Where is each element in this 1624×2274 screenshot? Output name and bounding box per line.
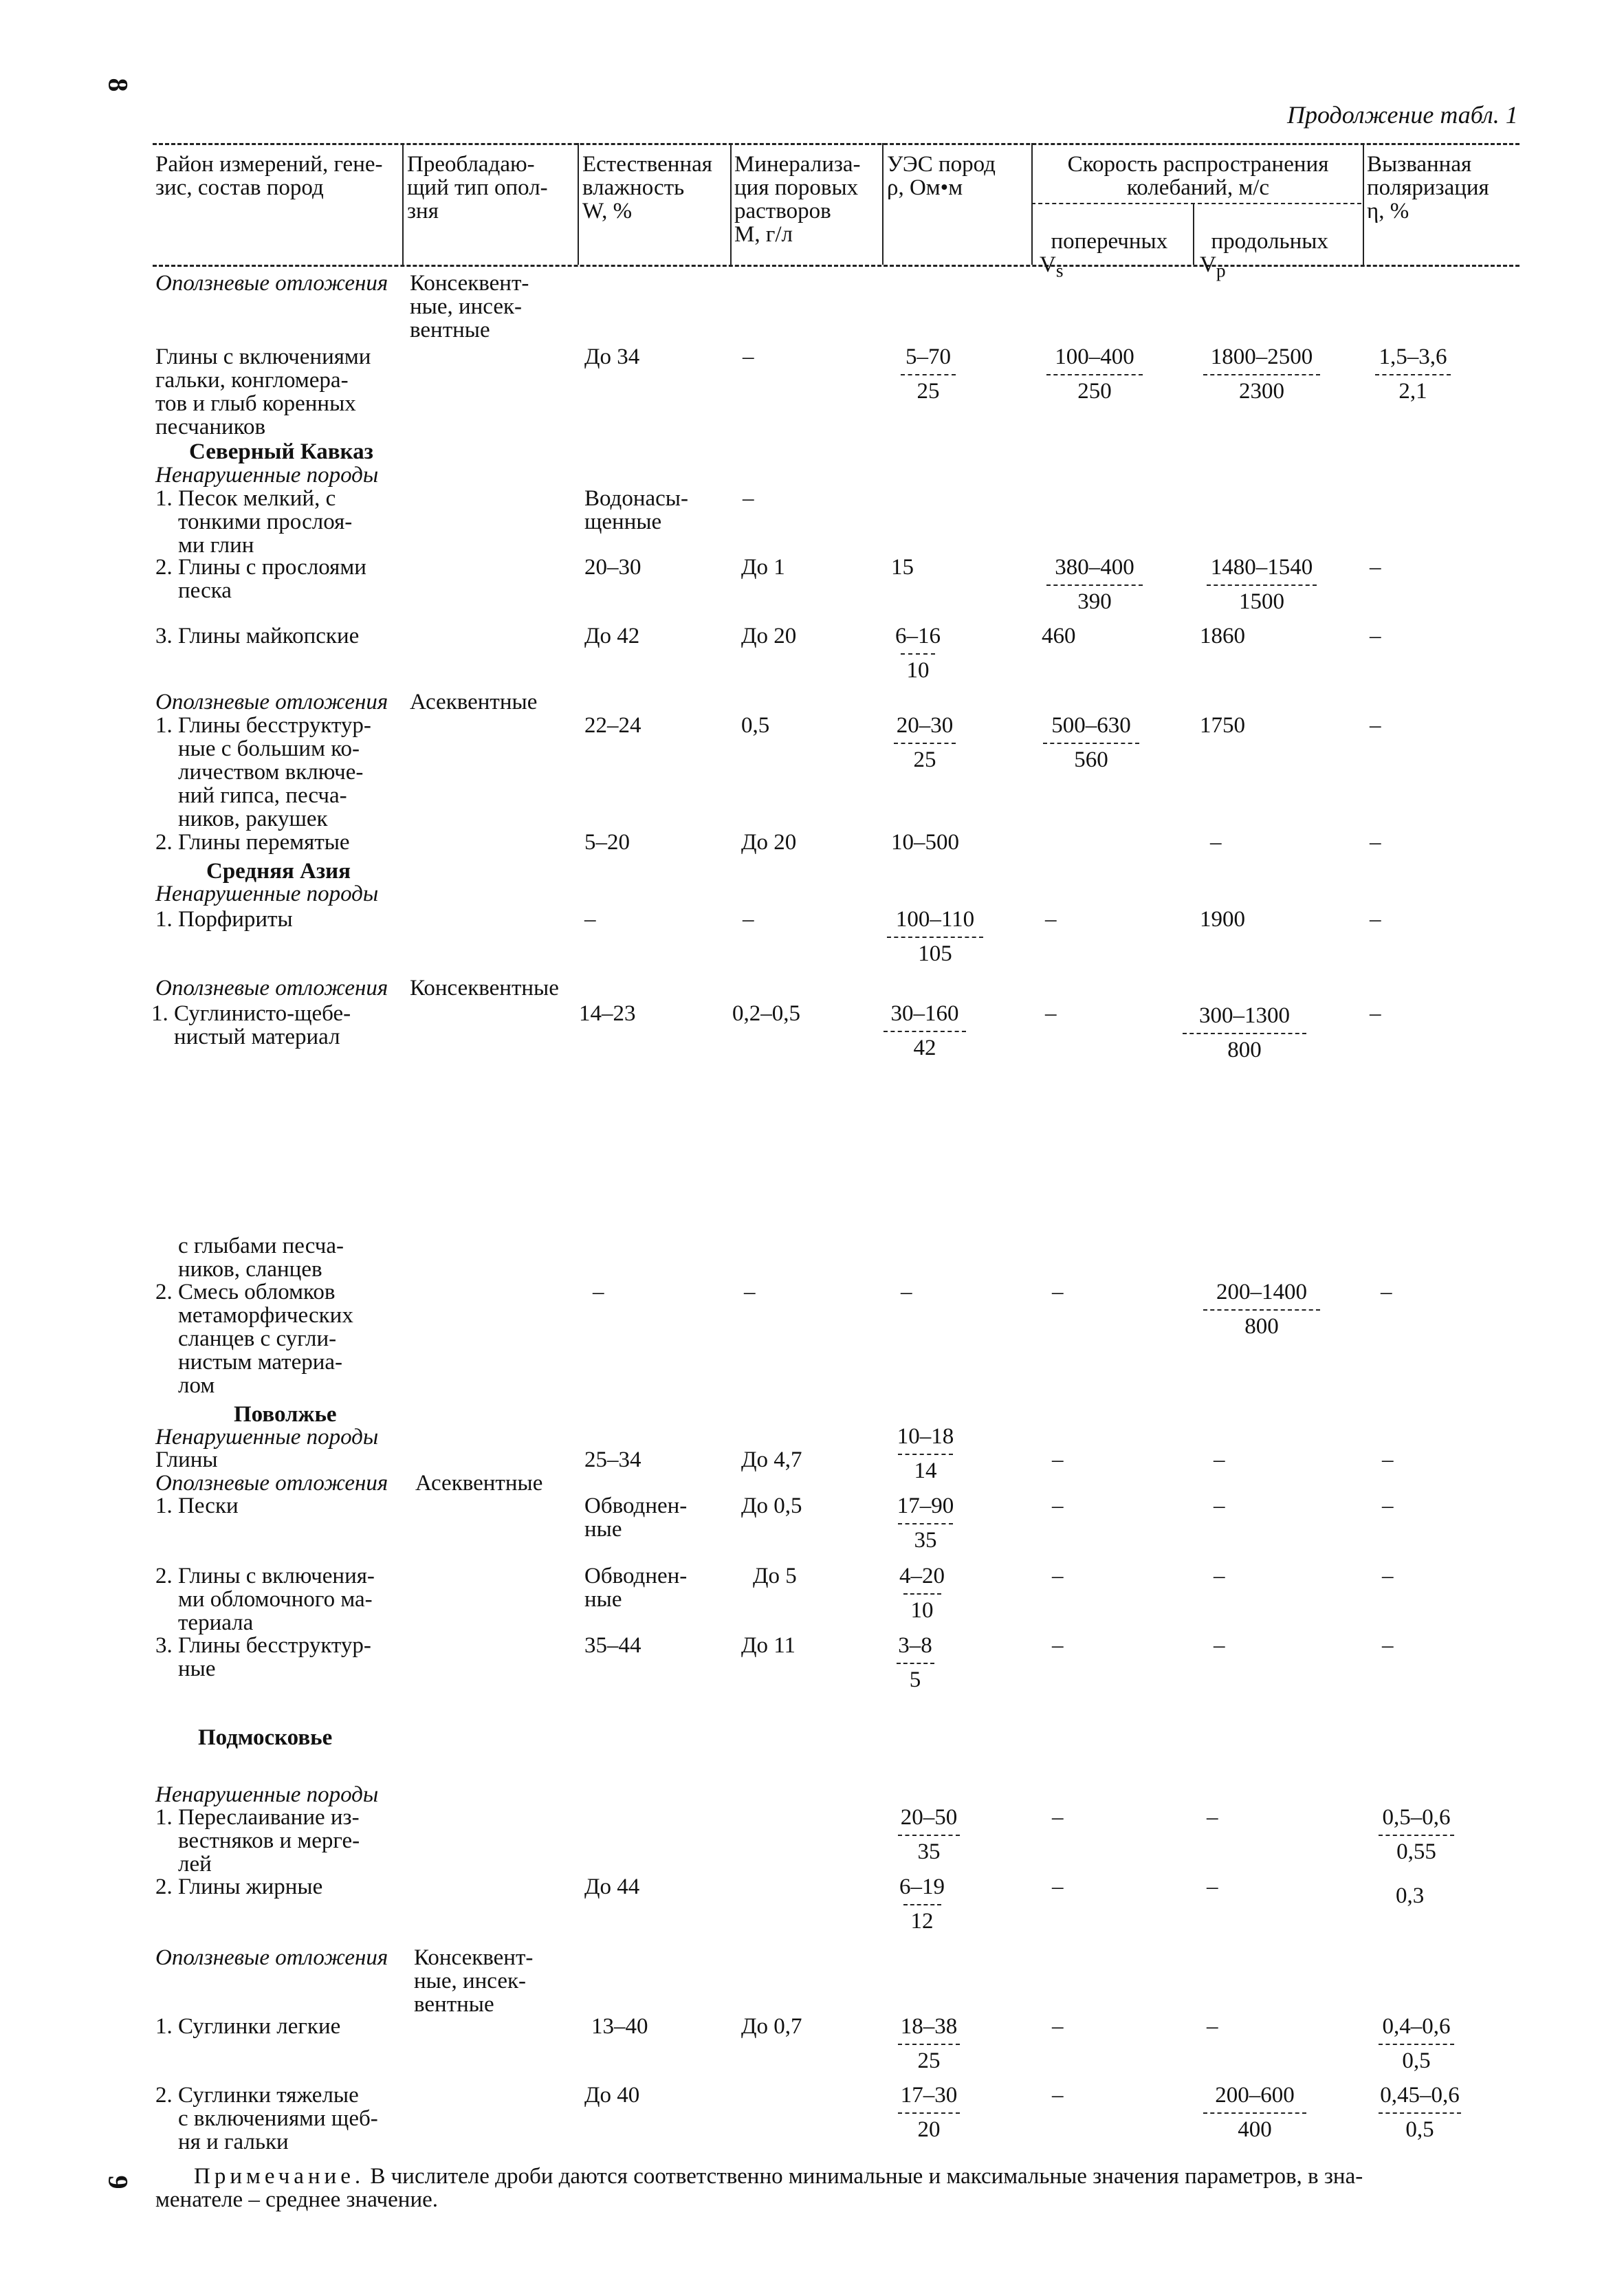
polarization-value: – [1382,1494,1394,1518]
mineralization-value: До 20 [741,830,797,855]
footnote-text: В числителе дроби даются соответственно минимальные и максимальные значения параметров, в зна- [364,2164,1363,2189]
vs-value: – [1045,907,1057,932]
resistivity-fraction: 18–38 25 [891,2015,967,2073]
vp-fraction: 1800–2500 2300 [1196,345,1327,403]
col-header-resistivity: УЭС пород ρ, Ом•м [887,152,996,200]
polarization-value: – [1382,1564,1394,1588]
rock-name: 2. Глины с прослоями песка [155,555,366,603]
mineralization-value: – [743,486,754,511]
polarization-value: – [1370,1001,1381,1026]
polarization-value: – [1370,713,1381,738]
vs-fraction: 500–630 560 [1040,714,1143,772]
moisture-value: 25–34 [584,1447,641,1472]
footnote-continuation: менателе – среднее значение. [155,2187,439,2212]
mineralization-value: До 20 [741,624,797,648]
resistivity-value: 15 [891,555,914,580]
resistivity-fraction: 20–30 25 [887,714,963,772]
vp-value: – [1207,1805,1218,1830]
region-heading: Подмосковье [198,1725,333,1750]
vp-fraction: 200–1400 800 [1200,1280,1324,1338]
rock-name: 1. Суглинки легкие [155,2014,341,2039]
moisture-value: – [593,1280,604,1304]
polarization-fraction: 0,4–0,6 0,5 [1372,2015,1461,2073]
polarization-value: – [1370,555,1381,580]
vp-fraction: 200–600 400 [1200,2084,1310,2141]
header-divider [1193,203,1194,265]
mineralization-value: До 0,5 [741,1494,802,1518]
resistivity-value: 10–500 [891,830,959,855]
vs-value: – [1052,1280,1064,1304]
mineralization-value: 0,5 [741,713,770,738]
resistivity-fraction: 4–20 10 [899,1564,945,1623]
vp-value: – [1214,1564,1225,1588]
vp-value: 1860 [1200,624,1245,648]
region-heading: Поволжье [234,1402,337,1427]
page-number-bottom: 9 [102,2175,134,2189]
rock-name: 2. Глины перемятые [155,830,350,855]
vs-fraction: 380–400 390 [1040,556,1150,613]
rock-name: 1. Порфириты [155,907,293,932]
col-header-moisture: Естественная влажность W, % [582,152,712,223]
mineralization-value: – [744,1280,756,1304]
resistivity-fraction: 6–16 10 [895,624,941,683]
footnote-label: Примечание. [194,2164,365,2189]
rock-name: Глины [155,1447,218,1472]
vp-value: – [1207,1874,1218,1899]
vp-value: – [1214,1494,1225,1518]
vp-fraction: 1480–1540 1500 [1196,556,1327,613]
vp-value: 1900 [1200,907,1245,932]
header-divider [402,143,404,265]
mineralization-value: – [743,907,754,932]
subsection-undisturbed: Ненарушенные породы [155,882,379,906]
moisture-value: – [584,907,596,932]
polarization-value: – [1381,1280,1392,1304]
resistivity-fraction: 10–18 14 [897,1424,954,1483]
col-header-region: Район измерений, гене- зис, состав пород [155,152,383,200]
mineralization-value: До 5 [753,1564,797,1588]
moisture-value: До 34 [584,345,640,369]
mineralization-value: До 11 [741,1633,796,1658]
polarization-value: – [1370,624,1381,648]
header-divider [1031,143,1033,265]
vs-value: – [1052,1564,1064,1588]
resistivity-fraction: 30–160 42 [880,1002,969,1060]
col-header-polarization: Вызванная поляризация η, % [1367,152,1489,223]
vp-value: 1750 [1200,713,1245,738]
polarization-value: – [1370,907,1381,932]
moisture-value: Обводнен- ные [584,1564,688,1612]
moisture-value: 5–20 [584,830,630,855]
vs-fraction: 100–400 250 [1040,345,1150,403]
vp-fraction: 300–1300 800 [1183,1004,1306,1062]
rock-name: 3. Глины бесструктур- ные [155,1633,371,1681]
mineralization-value: – [743,345,754,369]
polarization-value: – [1382,1633,1394,1658]
moisture-value: 14–23 [579,1001,636,1026]
moisture-value: Водонасы- щенные [584,486,688,534]
header-divider [882,143,884,265]
section-landslide-label: Оползневые отложения [155,690,388,714]
vs-value: – [1045,1001,1057,1026]
resistivity-fraction: 20–50 35 [891,1806,967,1863]
resistivity-fraction: 5–70 25 [887,345,969,403]
section-landslide-label: Оползневые отложения [155,1471,388,1496]
rock-name: 3. Глины майкопские [155,624,360,648]
vs-value: – [1052,1447,1064,1472]
resistivity-fraction: 6–19 12 [899,1874,945,1934]
rock-name: 2. Глины с включения- ми обломочного ма- териала [155,1564,375,1635]
section-landslide-label: Оползневые отложения [155,271,388,296]
moisture-value: 20–30 [584,555,641,580]
section-landslide-label: Оползневые отложения [155,976,388,1001]
polarization-fraction: 1,5–3,6 2,1 [1368,345,1458,403]
velocity-s-subscript: s [1055,259,1064,281]
rock-name: 1. Переслаивание из- вестняков и мерге- лей [155,1805,360,1877]
vs-value: – [1052,1633,1064,1658]
moisture-value: До 40 [584,2083,640,2108]
polarization-fraction: 0,5–0,6 0,55 [1372,1806,1461,1863]
header-divider [730,143,732,265]
rock-name: 1. Пески [155,1494,239,1518]
page-number-top: 8 [102,78,134,92]
mineralization-value: До 4,7 [741,1447,802,1472]
vs-value: – [1052,1874,1064,1899]
velocity-subheader-rule [1031,203,1361,204]
moisture-value: До 44 [584,1874,640,1899]
polarization-value: – [1370,830,1381,855]
resistivity-fraction: 100–110 105 [887,908,983,965]
mineralization-value: До 1 [741,555,785,580]
rock-name: 1. Глины бесструктур- ные с большим ко- личеством включе- ний гипса, песча- ников, ракушек [155,713,371,831]
vs-value: 460 [1042,624,1076,648]
moisture-value: 13–40 [591,2014,648,2039]
subsection-undisturbed: Ненарушенные породы [155,1782,379,1807]
subsection-undisturbed: Ненарушенные породы [155,463,379,488]
region-heading: Северный Кавказ [189,439,373,464]
vp-value: – [1210,830,1222,855]
vs-value: – [1052,2083,1064,2108]
landslide-type: Консеквент- ные, инсек- вентные [414,1945,534,2017]
vs-value: – [1052,1494,1064,1518]
moisture-value: 22–24 [584,713,641,738]
mineralization-value: 0,2–0,5 [732,1001,800,1026]
section-landslide-label: Оползневые отложения [155,1945,388,1970]
polarization-value: – [1382,1447,1394,1472]
moisture-value: Обводнен- ные [584,1494,688,1542]
col-header-velocity: Скорость распространения колебаний, м/с [1067,152,1329,200]
rock-name: 1. Песок мелкий, с тонкими прослоя- ми глин [155,486,353,558]
vp-value: – [1207,2014,1218,2039]
col-header-mineralization: Минерализа- ция поровых растворов М, г/л [734,152,861,247]
rock-name-continuation: с глыбами песча- ников, сланцев [178,1234,344,1282]
landslide-type: Консеквент- ные, инсек- вентные [410,271,529,342]
mineralization-value: До 0,7 [741,2014,802,2039]
header-divider [1363,143,1364,265]
rock-name: 2. Смесь обломков метаморфических сланцев с сугли- нистым материа- лом [155,1280,353,1398]
polarization-value: 0,3 [1396,1883,1425,1908]
footnote [194,2165,1363,2188]
vp-value: – [1214,1633,1225,1658]
landslide-type: Асеквентные [415,1471,543,1496]
resistivity-value: – [901,1280,912,1304]
landslide-type: Асеквентные [410,690,538,714]
col-header-landslide-type: Преобладаю- щий тип опол- зня [407,152,548,223]
header-divider [578,143,579,265]
col-header-velocity-s: поперечных $V_s$ [1040,229,1168,281]
table-continuation-label: Продолжение табл. 1 [1287,101,1518,129]
resistivity-fraction: 17–90 35 [897,1494,954,1553]
resistivity-fraction: 17–30 20 [891,2084,967,2141]
vs-value: – [1052,2014,1064,2039]
subsection-undisturbed: Ненарушенные породы [155,1425,379,1450]
polarization-fraction: 0,45–0,6 0,5 [1372,2084,1468,2141]
rock-name: 2. Глины жирные [155,1874,323,1899]
vp-value: – [1214,1447,1225,1472]
header-top-rule [153,143,1519,145]
rock-name: 2. Суглинки тяжелые с включениями щеб- ня и гальки [155,2083,378,2154]
moisture-value: До 42 [584,624,640,648]
velocity-p-subscript: p [1216,259,1226,281]
rock-name: Глины с включениями гальки, конгломера- тов и глыб коренных песчаников [155,345,371,439]
rock-name: 1. Суглинисто-щебе- нистый материал [151,1001,351,1049]
region-heading: Средняя Азия [206,859,351,884]
resistivity-fraction: 3–8 5 [891,1634,939,1692]
moisture-value: 35–44 [584,1633,641,1658]
vs-value: – [1052,1805,1064,1830]
col-header-velocity-p: продольных $V_p$ [1200,229,1328,281]
landslide-type: Консеквентные [410,976,559,1001]
